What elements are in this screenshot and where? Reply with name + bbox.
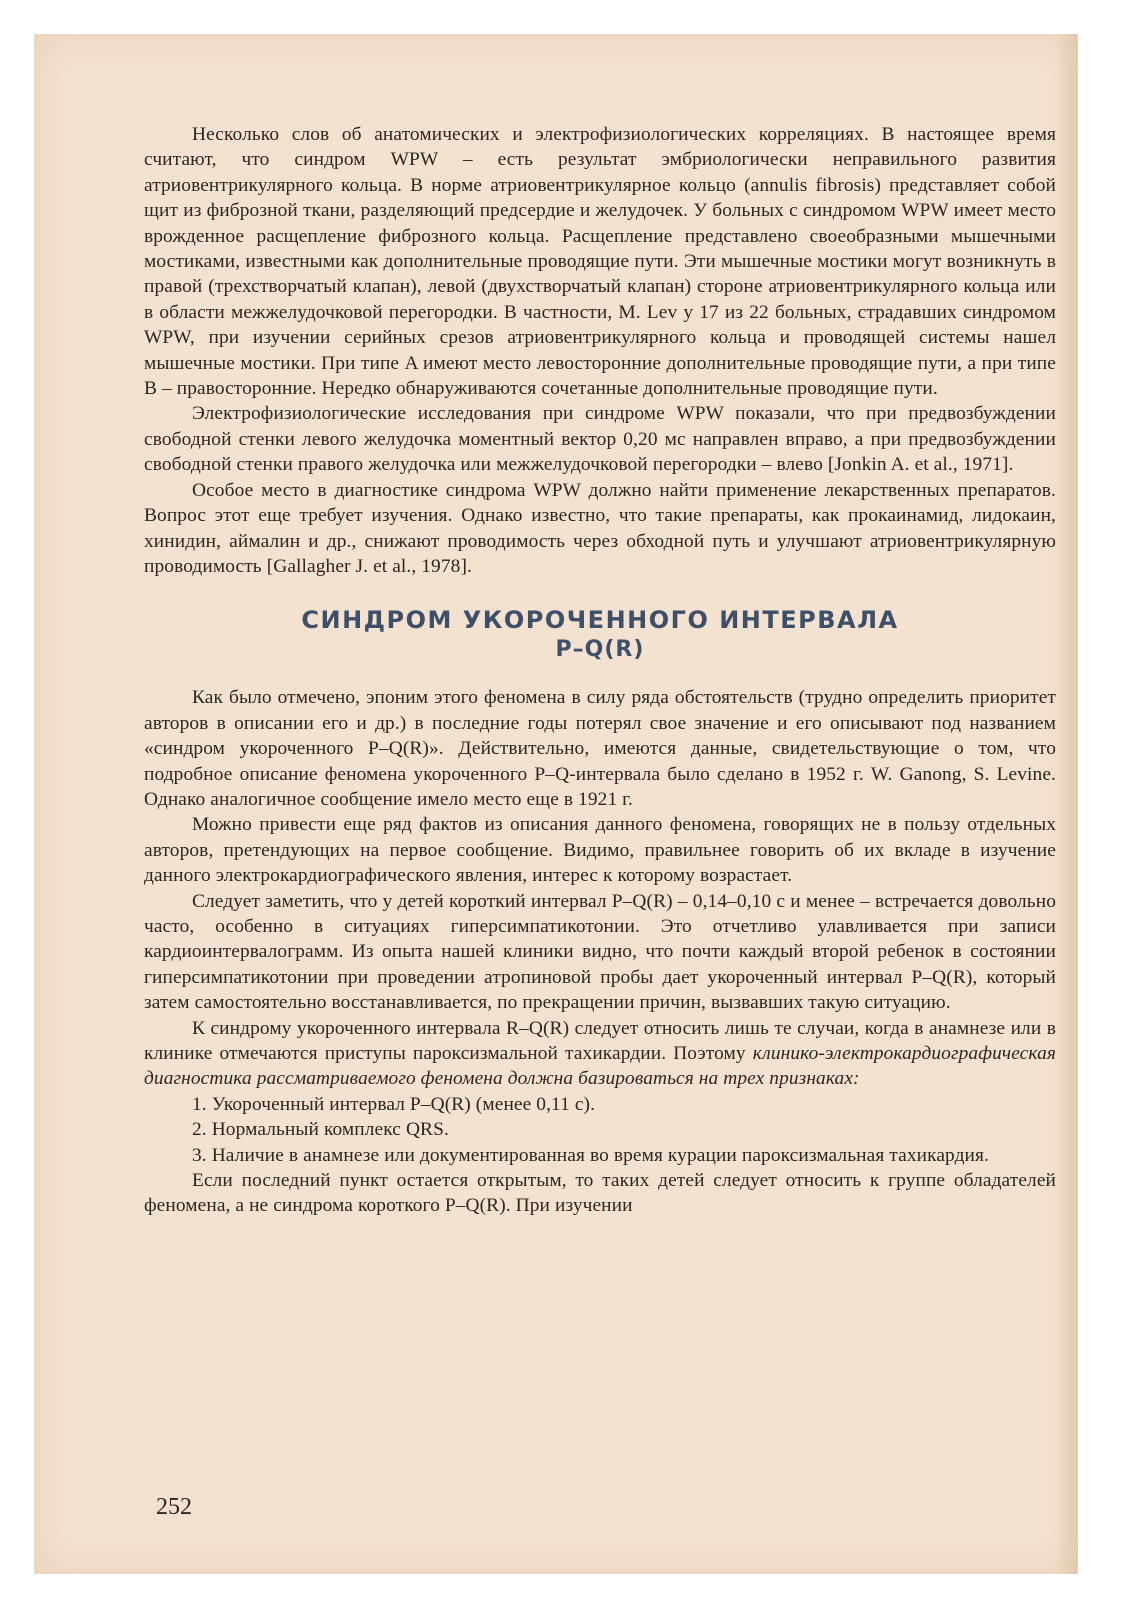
section-heading-line2: P–Q(R) — [555, 637, 645, 663]
paragraph-syndrome-criteria — [144, 1016, 1056, 1092]
paragraph-anatomy: Несколько слов об анатомических и электрофизиологических корреляциях. В настоящее время считают, что синдром WPW – есть результат эмбриологически неправильного развития атриовентрикулярного кольца. В норме атриовентрикулярное кольцо (annulis fibrosis) представляет собой щит из фиброзной ткани, разделяющий предсердие и желудочек. У больных с синдромом WPW имеет место врожденное расщепление фиброзного кольца. Расщепление представлено своеобразными мышечными мостиками, известными как дополнительные проводящие пути. Эти мышечные мостики могут возникнуть в правой (трехстворчатый клапан), левой (двухстворчатый клапан) стороне атриовентрикулярного кольца или в области межжелудочковой перегородки. В частности, M. Lev у 17 из 22 больных, страдавших синдромом WPW, при изучении серийных срезов атриовентрикулярного кольца и проводящей системы нашел мышечные мостики. При типе A имеют место левосторонние дополнительные проводящие пути, а при типе B – правосторонние. Нередко обнаруживаются сочетанные дополнительные проводящие пути. — [144, 124, 1056, 400]
paragraph-children: Следует заметить, что у детей короткий интервал P–Q(R) – 0,14–0,10 с и менее – встречается довольно часто, особенно в ситуациях гиперсимпатикотонии. Это отчетливо улавливается при записи кардиоинтервалограмм. Из опыта нашей клиники видно, что почти каждый второй ребенок в состоянии гиперсимпатикотонии при проведении атропиновой пробы дает укороченный интервал P–Q(R), который затем самостоятельно восстанавливается, по прекращении причин, вызвавших такую ситуацию. — [144, 890, 1056, 1014]
paragraph-electrophysiology: Электрофизиологические исследования при синдроме WPW показали, что при предвозбуждении свободной стенки левого желудочка моментный вектор 0,20 мс направлен вправо, а при предвозбуждении свободной стенки правого желудочка или межжелудочковой перегородки – влево [Jonkin A. et al., 1971]. — [144, 403, 1056, 476]
paragraph-final: Если последний пункт остается открытым, то таких детей следует относить к группе обладателей феномена, а не синдрома короткого P–Q(R). При изучении — [144, 1170, 1056, 1217]
criteria-italic-text: клинико-электрокардиографическая диагностика рассматриваемого феномена должна базироваться на трех признаках: — [144, 1043, 1056, 1090]
page-body — [144, 122, 1056, 1219]
section-heading-line1: СИНДРОМ УКОРОЧЕННОГО ИНТЕРВАЛА — [301, 606, 899, 635]
paragraph-drugs: Особое место в диагностике синдрома WPW должно найти применение лекарственных препаратов. Вопрос этот еще требует изучения. Однако известно, что такие препараты, как прокаинамид, лидокаин, хинидин, аймалин и др., снижают проводимость через обходной путь и улучшают атриовентрикулярную проводимость [Gallagher J. et al., 1978]. — [144, 479, 1056, 577]
paragraph-facts: Можно привести еще ряд фактов из описания данного феномена, говорящих не в пользу отдельных авторов, претендующих на первое сообщение. Видимо, правильнее говорить об их вкладе в изучение данного электрокардиографического явления, интерес к которому возрастает. — [144, 814, 1056, 887]
criteria-lead-text: К синдрому укороченного интервала R–Q(R) следует относить лишь те случаи, когда в анамнезе или в клинике отмечаются приступы пароксизмальной тахикардии. Поэтому — [144, 1017, 1056, 1064]
list-item: 2. Нормальный комплекс QRS. — [192, 1119, 449, 1141]
section-heading — [144, 605, 1056, 665]
book-page — [34, 34, 1078, 1574]
paragraph-eponym: Как было отмечено, эпоним этого феномена в силу ряда обстоятельств (трудно определить приоритет авторов в описании его и др.) в последние годы потерял свое значение и его описывают под названием «синдром укороченного P–Q(R)». Действительно, имеются данные, свидетельствующие о том, что подробное описание феномена укороченного P–Q-интервала было сделано в 1952 г. W. Ganong, S. Levine. Однако аналогичное сообщение имело место еще в 1921 г. — [144, 687, 1056, 810]
list-item: 3. Наличие в анамнезе или документированная во время курации пароксизмальная тахикардия. — [192, 1144, 989, 1166]
list-item: 1. Укороченный интервал P–Q(R) (менее 0,11 с). — [192, 1093, 596, 1115]
page-number: 252 — [156, 1494, 192, 1520]
